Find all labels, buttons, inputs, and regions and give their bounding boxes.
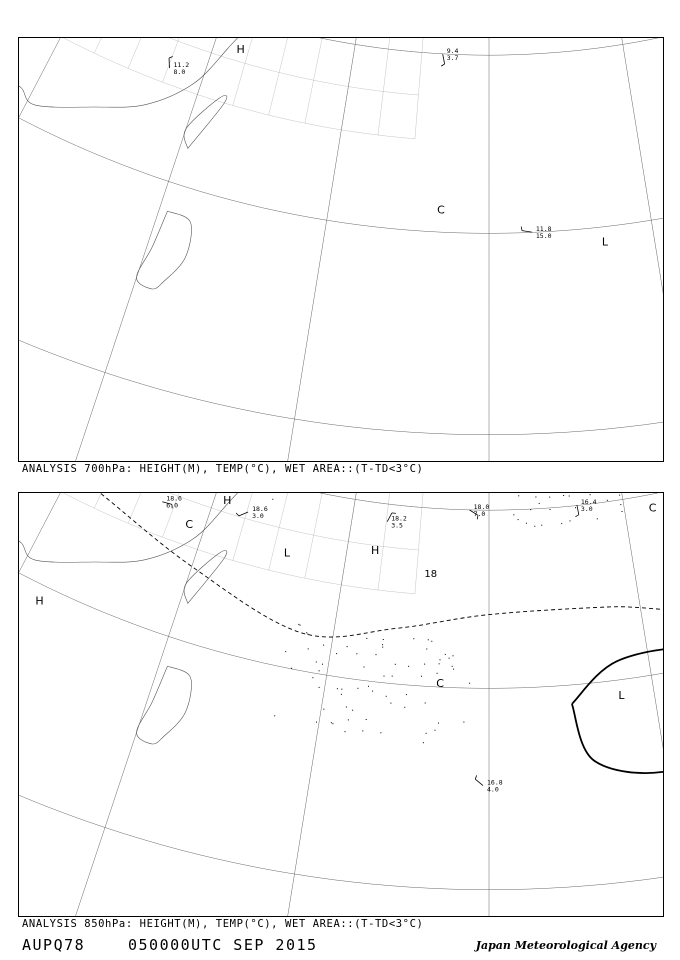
station-plot <box>575 498 596 517</box>
wet-dot <box>347 646 348 647</box>
wet-dot <box>272 499 273 500</box>
grid-line <box>305 493 412 578</box>
grid-line <box>94 38 323 53</box>
meridian-line <box>31 493 408 916</box>
wet-dot <box>439 663 440 664</box>
cold-core-mark: C <box>437 203 445 217</box>
wet-dot <box>319 670 320 671</box>
wet-dot <box>431 641 432 642</box>
wet-dot <box>380 732 381 733</box>
coastlines <box>19 493 642 744</box>
wet-dot <box>319 687 320 688</box>
meridian-line <box>19 493 370 916</box>
wet-dot <box>384 676 385 677</box>
contours <box>60 38 663 48</box>
wet-dot <box>570 520 571 521</box>
station-plots <box>19 493 663 794</box>
wet-dot <box>312 677 313 678</box>
wind-barb <box>577 505 579 515</box>
wet-dot <box>437 673 438 674</box>
grid-line <box>19 493 415 594</box>
caption-850hpa: ANALYSIS 850hPa: HEIGHT(M), TEMP(°C), WET AREA::(T-TD<3°C) <box>22 918 424 930</box>
station-dewpoint-depression: 6.0 <box>166 501 179 510</box>
station-plots <box>19 38 663 282</box>
wet-dot <box>526 523 527 524</box>
height-contour <box>572 648 663 773</box>
wet-dot <box>607 500 608 501</box>
station-dewpoint-depression: 7.0 <box>473 510 486 518</box>
station-dewpoint-depression: 3.5 <box>391 521 403 530</box>
wet-dot <box>285 651 286 652</box>
high-pressure-mark: H <box>35 594 44 608</box>
latitude-line <box>19 493 663 890</box>
wet-dot <box>453 655 454 656</box>
wind-barb <box>475 779 483 785</box>
latitude-line <box>19 38 663 55</box>
graticule <box>19 493 663 916</box>
meridian-line <box>19 38 370 461</box>
wet-dot <box>563 495 564 496</box>
meridian-line <box>642 38 663 379</box>
wet-dot <box>535 497 536 498</box>
contours <box>19 493 663 773</box>
grid-line <box>269 38 397 115</box>
station-plot <box>441 47 458 66</box>
meridian-line <box>642 493 663 834</box>
wet-dot <box>390 703 391 704</box>
station-temperature: 16.4 <box>580 497 597 506</box>
station-dewpoint-depression <box>382 38 394 40</box>
wet-dot <box>541 525 542 526</box>
latitude-line <box>19 38 663 435</box>
wet-dot <box>322 664 323 665</box>
wet-dot <box>298 624 299 625</box>
wet-dot <box>323 709 324 710</box>
grid-line <box>19 38 422 53</box>
wet-dot <box>392 676 393 677</box>
map-panel-850hpa <box>18 492 664 917</box>
wet-dot <box>445 654 446 655</box>
fine-grid <box>19 493 458 594</box>
meridian-line <box>530 38 663 461</box>
wet-dot <box>408 666 409 667</box>
wet-dot <box>383 639 384 640</box>
wet-dot <box>364 667 365 668</box>
wet-dot <box>426 649 427 650</box>
wet-dot <box>395 664 396 665</box>
coastline <box>137 666 192 744</box>
wet-dot <box>341 689 342 690</box>
wet-dot <box>549 497 550 498</box>
agency-name: Japan Meteorological Agency <box>475 939 656 952</box>
coastline <box>19 493 396 686</box>
station-temperature: 11.2 <box>173 61 190 70</box>
wet-dot <box>306 632 307 633</box>
wet-dot <box>307 634 308 635</box>
wind-barb-feather <box>236 513 239 516</box>
meridian-line <box>608 38 664 461</box>
wet-dot <box>366 638 367 639</box>
cold-core-mark: C <box>436 677 444 691</box>
wet-dot <box>345 731 346 732</box>
station-plot <box>366 38 398 40</box>
isotherm <box>19 493 663 637</box>
pressure-systems <box>155 38 663 249</box>
wet-dot <box>386 696 387 697</box>
wet-dot <box>622 511 623 512</box>
wet-dot <box>575 507 576 508</box>
wet-dot <box>426 733 427 734</box>
wet-dot <box>366 719 367 720</box>
wet-area-stipple <box>272 494 622 743</box>
wet-dot <box>382 644 383 645</box>
wet-dot <box>620 504 621 505</box>
wet-dot <box>376 654 377 655</box>
wet-dot <box>316 722 317 723</box>
wet-dot <box>590 494 591 495</box>
station-temperature: 18.6 <box>166 494 182 503</box>
wet-dot <box>346 707 347 708</box>
wet-dot <box>518 519 519 520</box>
wet-dot <box>308 648 309 649</box>
grid-line <box>128 38 337 68</box>
coastline <box>137 211 192 289</box>
wet-dot <box>440 659 441 660</box>
map-850hpa <box>19 493 663 916</box>
station-plot <box>162 495 182 510</box>
wind-barb-feather <box>475 775 476 779</box>
station-temperature: 18.2 <box>391 514 407 523</box>
station-dewpoint-depression: 4.0 <box>487 785 499 794</box>
coastline <box>19 38 396 231</box>
wet-dot <box>406 694 407 695</box>
wet-dot <box>368 686 369 687</box>
high-pressure-mark: H <box>371 544 380 558</box>
wet-dot <box>332 723 333 724</box>
grid-line <box>19 38 418 95</box>
grid-line <box>197 38 366 95</box>
wet-dot <box>404 707 405 708</box>
wet-dot <box>372 691 373 692</box>
isotherm <box>612 38 663 48</box>
cold-core-mark: C <box>648 501 657 515</box>
wet-dot <box>341 694 342 695</box>
grid-line <box>19 493 418 550</box>
graticule <box>19 38 663 461</box>
wet-dot <box>453 669 454 670</box>
grid-line <box>128 493 337 523</box>
coastline <box>184 95 227 148</box>
wet-dot <box>452 666 453 667</box>
meridian-line <box>570 493 663 916</box>
wet-dot <box>331 722 332 723</box>
wind-barb <box>522 231 532 233</box>
cold-core-mark: C <box>185 518 194 531</box>
station-dewpoint-depression: 3.0 <box>252 512 264 520</box>
wet-dot <box>423 742 424 743</box>
meridian-line <box>257 38 448 461</box>
wet-dot <box>348 719 349 720</box>
station-temperature: 18.0 <box>473 503 490 511</box>
wet-dot <box>513 514 514 515</box>
valid-time: 050000UTC SEP 2015 <box>128 936 318 954</box>
wet-dot <box>323 645 324 646</box>
chart-code: AUPQ78 <box>22 936 86 954</box>
wet-dot <box>539 503 540 504</box>
station-dewpoint-depression: 3.0 <box>580 504 593 513</box>
meridian-line <box>19 493 279 501</box>
wet-dot <box>463 722 464 723</box>
wet-dot <box>362 730 363 731</box>
wet-dot <box>291 668 292 669</box>
pressure-systems <box>19 493 663 702</box>
grid-line <box>305 38 412 123</box>
station-plot <box>470 503 490 519</box>
wet-dot <box>413 638 414 639</box>
meridian-line <box>19 493 305 680</box>
wet-dot <box>357 688 358 689</box>
wind-barb-feather <box>441 64 444 66</box>
wet-dot <box>550 509 551 510</box>
station-plot <box>387 513 407 530</box>
station-dewpoint-depression: 8.0 <box>173 68 186 77</box>
wet-dot <box>425 703 426 704</box>
wet-dot <box>619 495 620 496</box>
wet-dot <box>352 710 353 711</box>
station-temperature: 9.4 <box>446 47 459 56</box>
caption-700hpa: ANALYSIS 700hPa: HEIGHT(M), TEMP(°C), WET AREA::(T-TD<3°C) <box>22 463 424 475</box>
wind-barb-feather <box>575 515 578 517</box>
station-temperature: 16.8 <box>487 778 503 787</box>
wind-barb <box>239 512 248 516</box>
wet-dot <box>316 662 317 663</box>
wet-dot <box>421 676 422 677</box>
wet-dot <box>336 653 337 654</box>
wet-dot <box>561 523 562 524</box>
station-dewpoint-depression: 3.7 <box>446 54 459 63</box>
meridian-line <box>530 493 663 916</box>
wind-barb <box>443 54 445 64</box>
high-pressure-mark: H <box>236 43 245 57</box>
wet-dot <box>337 688 338 689</box>
wet-dot <box>435 730 436 731</box>
station-temperature: 11.8 <box>535 225 552 234</box>
grid-line <box>19 493 422 508</box>
grid-line <box>233 38 381 106</box>
low-pressure-mark: L <box>618 688 625 702</box>
meridian-line <box>608 493 664 916</box>
wind-barb-feather <box>521 227 522 231</box>
latitude-line <box>19 493 663 510</box>
wet-dot <box>382 647 383 648</box>
map-700hpa <box>19 38 663 461</box>
latitude-line <box>19 493 663 691</box>
high-pressure-mark: H <box>223 494 232 507</box>
station-plot <box>475 775 502 793</box>
wet-dot <box>449 658 450 659</box>
wet-dot <box>274 715 275 716</box>
wet-dot <box>356 653 357 654</box>
low-pressure-mark: L <box>283 546 291 560</box>
station-dewpoint-depression: 15.0 <box>535 232 552 241</box>
wet-dot <box>530 509 531 510</box>
isotherm-labels <box>411 38 663 44</box>
wind-barb-feather <box>169 57 173 59</box>
meridian-line <box>31 38 408 461</box>
latitude-line <box>19 38 663 233</box>
coastline <box>184 550 227 603</box>
grid-line <box>163 38 352 82</box>
wet-dot <box>469 683 470 684</box>
wet-dot <box>428 639 429 640</box>
wind-barb <box>169 58 170 68</box>
grid-line <box>233 493 381 561</box>
isotherm-label: 18 <box>424 569 438 581</box>
grid-line <box>378 38 442 135</box>
grid-line <box>19 38 415 139</box>
grid-line <box>94 493 323 508</box>
wind-barb-feather <box>392 513 396 514</box>
wet-dot <box>424 664 425 665</box>
low-pressure-mark: L <box>601 235 609 249</box>
height-labels <box>19 493 663 691</box>
meridian-line <box>19 493 336 834</box>
wet-dot <box>534 526 535 527</box>
meridian-line <box>19 38 305 225</box>
wet-dot <box>597 518 598 519</box>
meridian-line <box>19 38 336 379</box>
station-plot <box>169 57 189 77</box>
wet-dot <box>518 495 519 496</box>
wet-dot <box>438 723 439 724</box>
map-panel-700hpa <box>18 37 664 462</box>
wet-dot <box>300 625 301 626</box>
station-plot <box>236 505 268 520</box>
meridian-line <box>570 38 663 461</box>
coastlines <box>19 38 642 289</box>
station-temperature: 18.6 <box>252 505 268 513</box>
wet-dot <box>569 496 570 497</box>
